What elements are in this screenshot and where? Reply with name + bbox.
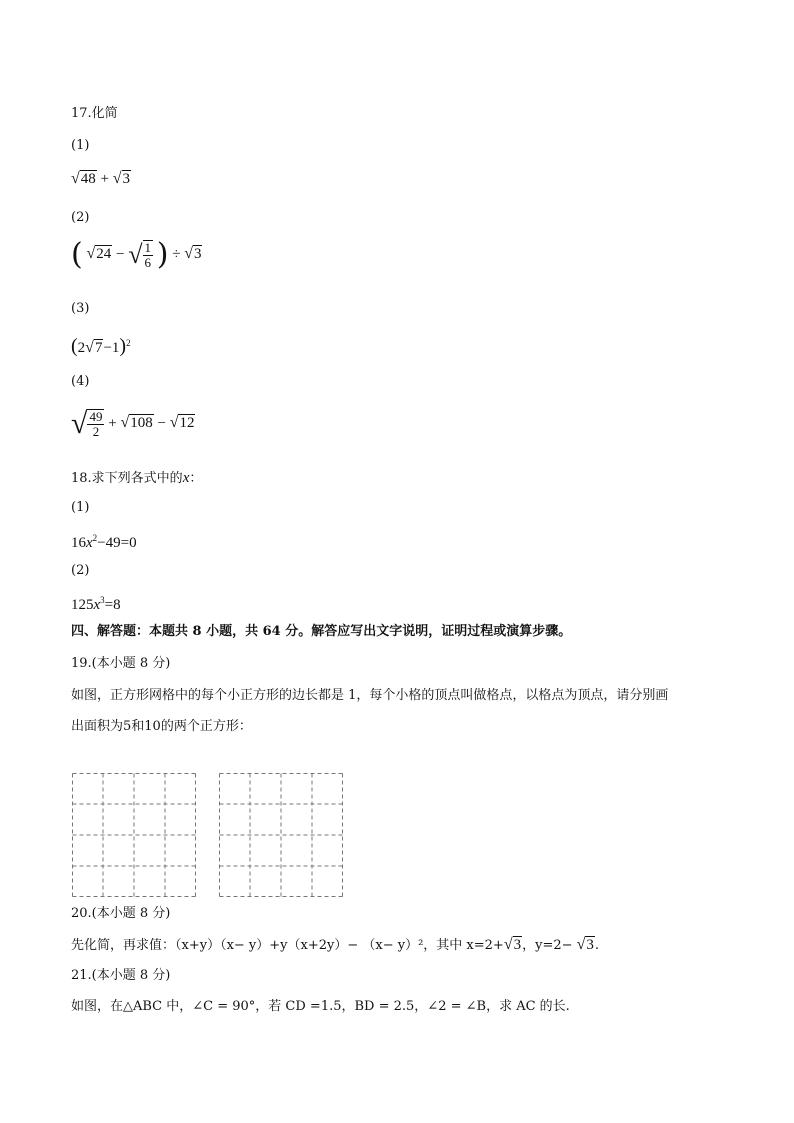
radicand: 3 <box>586 937 594 953</box>
q18-part2-equation <box>71 592 121 613</box>
q18-part1-label: (1) <box>71 500 90 515</box>
radicand: 108 <box>130 415 153 432</box>
fraction-numerator: 1 <box>144 240 151 255</box>
q18-part2-label: (2) <box>71 563 90 578</box>
q20-text-prefix: 先化简，再求值：（x+y）（x− y）+y（x+2y）− （x− y）²，其中 x=2+ <box>71 938 504 953</box>
q19-text-line2: 出面积为5和10的两个正方形： <box>71 719 252 734</box>
variable: x <box>86 535 93 551</box>
coefficient: 2 <box>77 340 86 356</box>
grid-left <box>72 773 196 897</box>
grid-right <box>219 773 343 897</box>
equation-rest: −49=0 <box>97 535 137 551</box>
q19-title: 19.(本小题 8 分) <box>71 656 171 671</box>
radicand: 3 <box>193 246 202 263</box>
plus-sign: + <box>108 415 117 432</box>
radicand: 7 <box>94 340 103 356</box>
radicand: 3 <box>122 171 131 187</box>
divide-sign: ÷ <box>172 246 181 263</box>
radicand: 48 <box>80 171 96 187</box>
exponent: 2 <box>92 533 98 543</box>
q17-part1-expression: √48 + √3 <box>71 170 131 187</box>
q17-part3-label: (3) <box>71 301 90 316</box>
q17-part2-label: (2) <box>71 210 90 225</box>
exponent: 3 <box>100 595 105 605</box>
q18-part1-equation <box>71 530 137 551</box>
plus-sign: + <box>100 171 109 187</box>
minus-sign: − <box>157 415 166 432</box>
q19-text-line1: 如图，正方形网格中的每个小正方形的边长都是 1，每个小格的顶点叫做格点，以格点为顶点，请分别画 <box>71 688 669 703</box>
radicand: 12 <box>179 415 195 432</box>
q20-text-end: . <box>594 938 600 953</box>
subtrahend: −1 <box>103 340 120 356</box>
q21-title: 21.(本小题 8 分) <box>71 968 171 983</box>
q17-part3-expression: $(2√7-1)^2$ <box>71 335 131 357</box>
section-header: 四、解答题：本题共 8 小题，共 64 分。解答应写出文字说明，证明过程或演算步骤。 <box>71 624 572 639</box>
variable: x <box>93 597 101 613</box>
q20-text: 先化简，再求值：（x+y）（x− y）+y（x+2y）− （x− y）²，其中 x=2+√3，y=2− √3. <box>71 936 600 953</box>
variable: x <box>182 470 190 486</box>
q20-title: 20.(本小题 8 分) <box>71 906 171 921</box>
q17-part2-expression: ( √24 − √ $\frac{1}{6}$ ) ÷ √3 <box>71 237 202 272</box>
q20-text-middle: ，y=2− <box>522 938 577 953</box>
q21-text: 如图，在△ABC 中，∠C = 90°，若 CD =1.5，BD = 2.5，∠2 = ∠B，求 AC 的长. <box>71 999 570 1014</box>
fraction-numerator: 49 <box>89 409 103 424</box>
q18-title-text: 18.求下列各式中的 <box>71 471 183 486</box>
coefficient: 16 <box>71 535 86 551</box>
coefficient: 125 <box>71 597 94 613</box>
radicand: 24 <box>96 246 112 263</box>
radicand: 3 <box>513 937 522 953</box>
q17-part4-label: (4) <box>71 374 90 389</box>
q17-part4-expression: √ $\frac{49}{2}$ + √108 − √12 <box>71 407 195 440</box>
exponent: 2 <box>126 338 131 348</box>
q18-title <box>71 470 202 487</box>
equation-rest: =8 <box>104 597 121 613</box>
fraction-denominator: 2 <box>92 424 100 439</box>
q17-part1-label: (1) <box>71 138 90 153</box>
fraction-denominator: 6 <box>144 255 151 270</box>
colon: ： <box>189 471 203 486</box>
minus-sign: − <box>116 246 125 263</box>
q17-title: 17.化简 <box>71 106 118 121</box>
